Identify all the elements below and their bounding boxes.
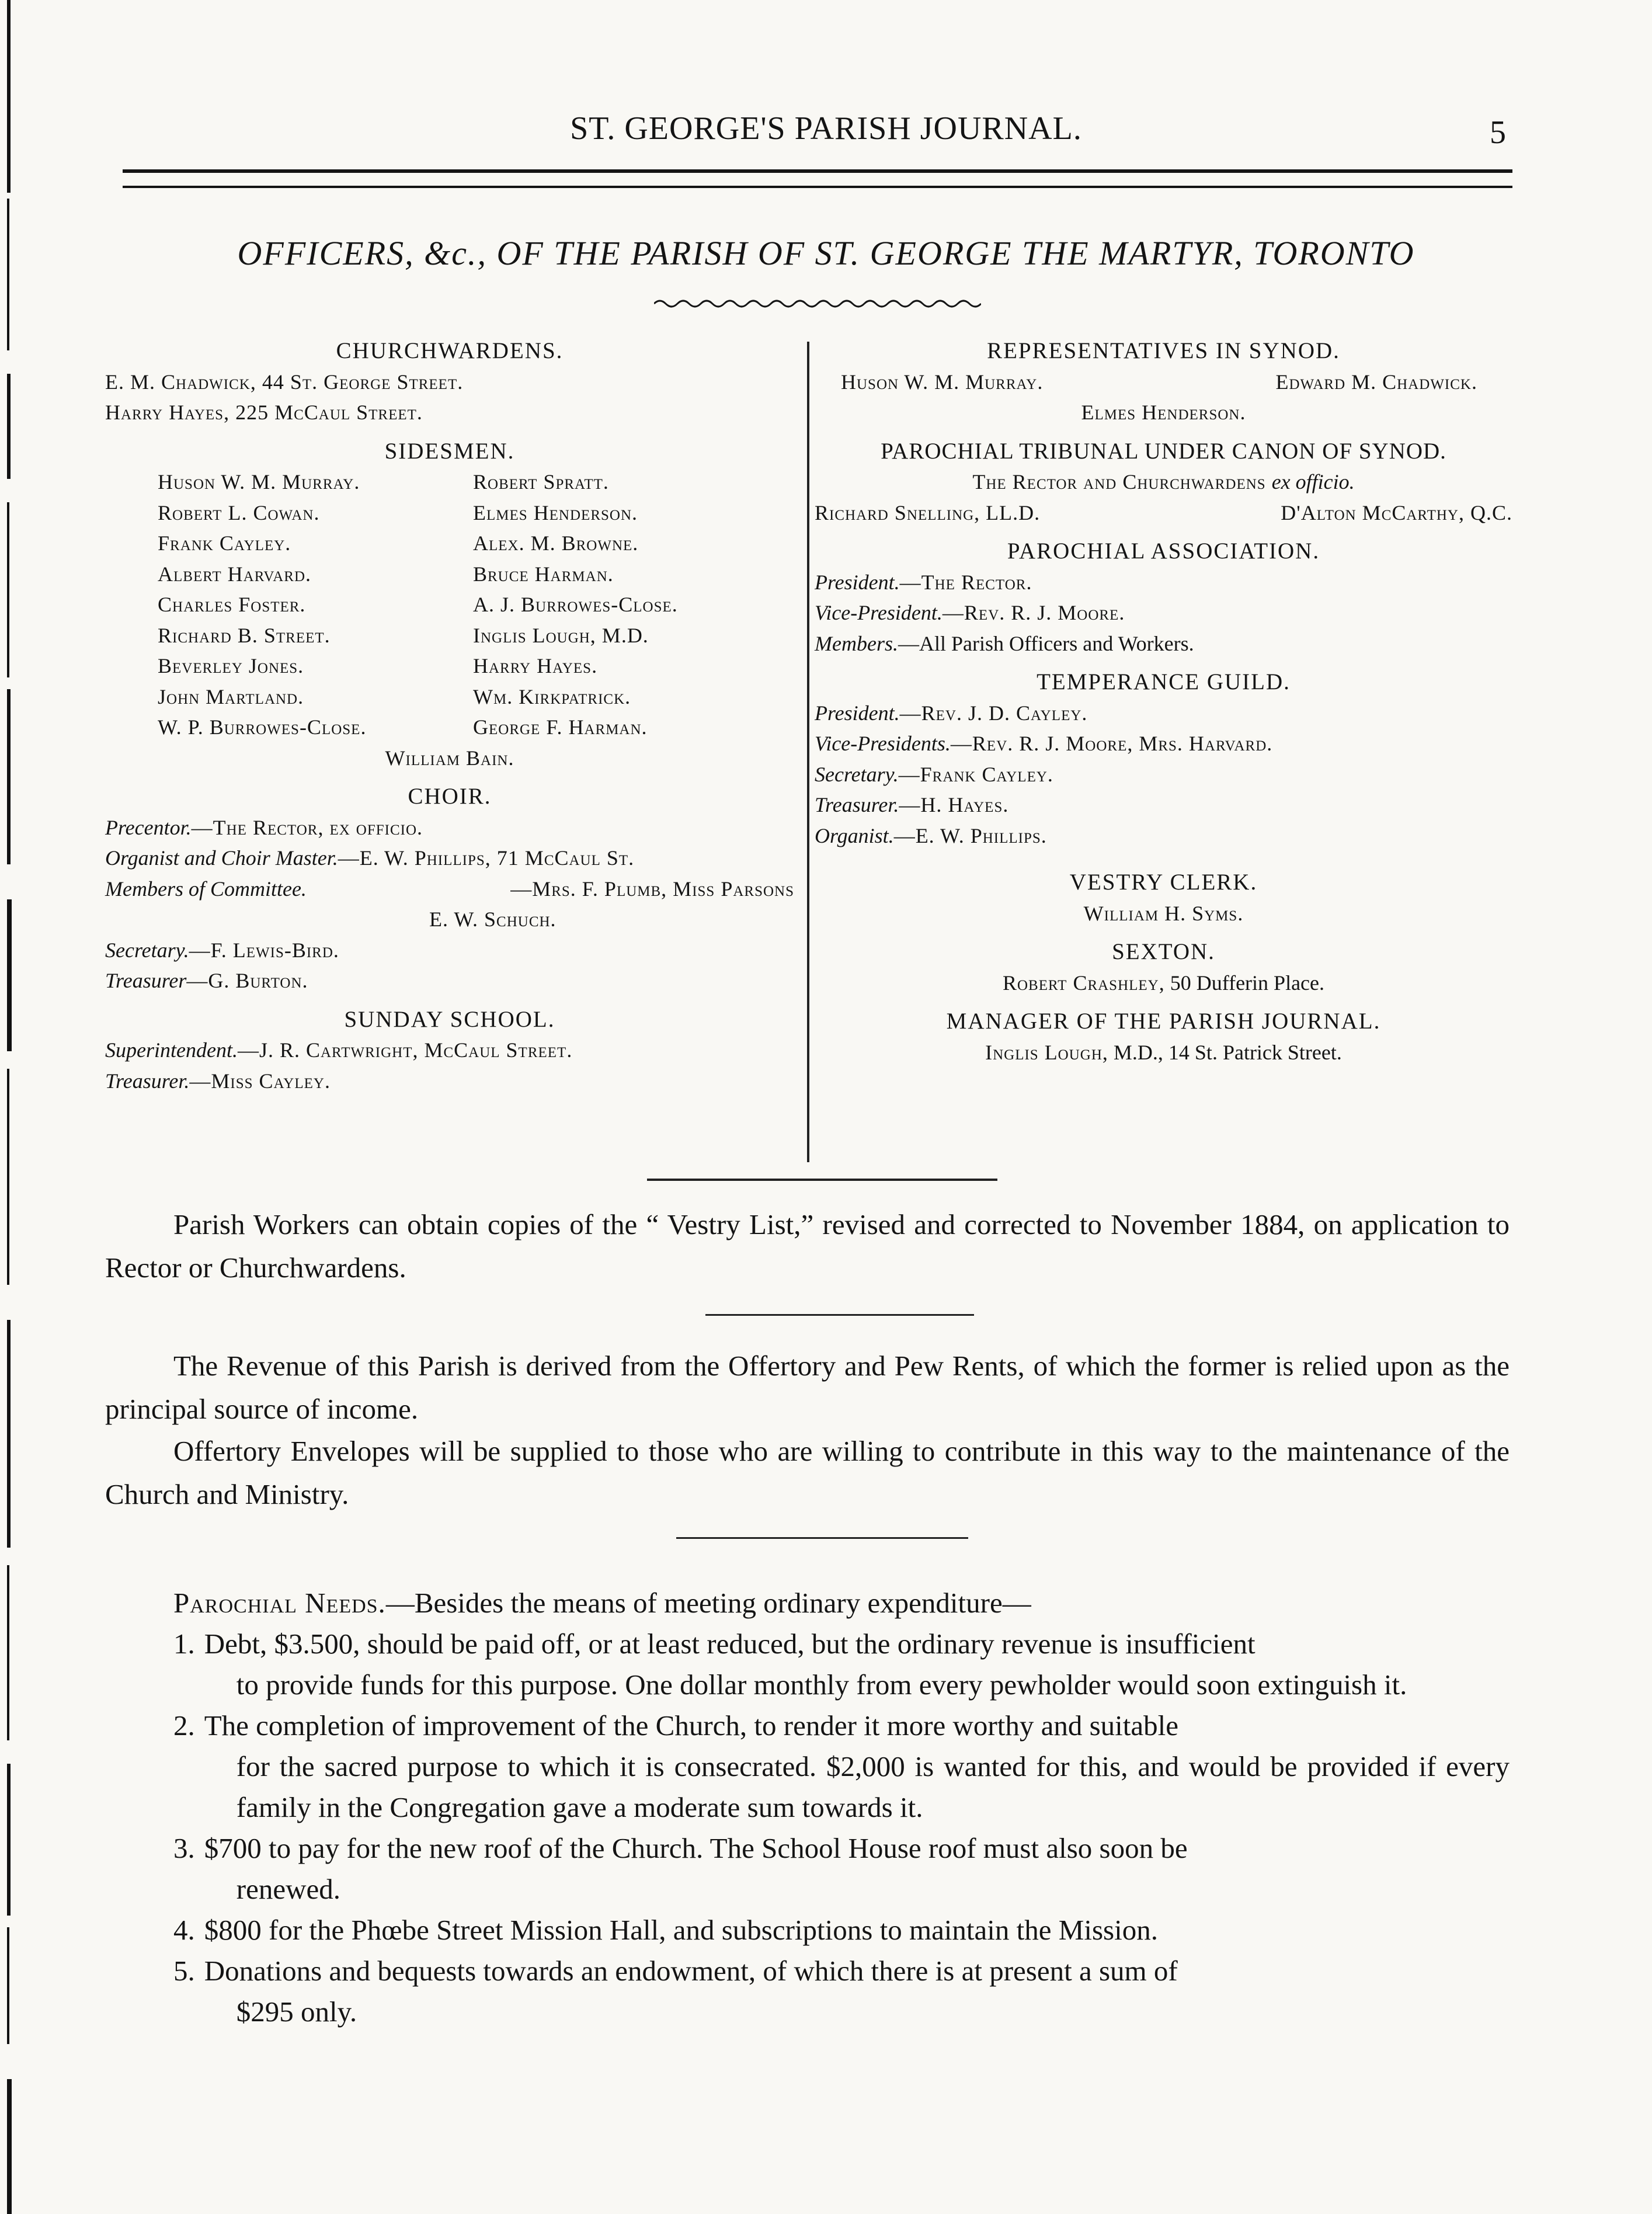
- association-members-line: [815, 628, 1512, 659]
- role-label: President.: [815, 570, 900, 594]
- vestry-clerk-name: William H. Syms.: [1083, 901, 1244, 925]
- page-title: OFFICERS, &c., OF THE PARISH OF ST. GEORGE THE MARTYR, TORONTO: [237, 234, 1415, 272]
- tribunal-name: D'Alton McCarthy, Q.C.: [1281, 501, 1512, 524]
- needs-text: [204, 1828, 1188, 1910]
- needs-text: [204, 1910, 1158, 1951]
- precentor-line: [105, 812, 794, 843]
- sidesman-name: Robert Spratt.: [473, 470, 609, 493]
- header-double-rule: [123, 169, 1512, 188]
- section-rule: [676, 1537, 968, 1539]
- needs-number: 1.: [173, 1628, 195, 1660]
- role-value: —E. W. Phillips.: [893, 823, 1047, 847]
- needs-rest: to provide funds for this purpose. One dollar monthly from every pewholder would soon extinguish it.: [236, 1669, 1407, 1701]
- envelopes-paragraph: Offertory Envelopes will be supplied to those who are willing to contribute in this way to the maintenance of the Church and Ministry.: [105, 1435, 1510, 1510]
- tribunal-heading: PAROCHIAL TRIBUNAL UNDER CANON OF SYNOD.: [881, 438, 1446, 464]
- sidesmen-list: [105, 467, 794, 743]
- needs-number: 4.: [173, 1914, 195, 1946]
- superintendent-line: [105, 1035, 794, 1066]
- association-heading: PAROCHIAL ASSOCIATION.: [1007, 538, 1320, 564]
- sexton-address: 50 Dufferin Place.: [1164, 971, 1325, 995]
- sidesman-name: Bruce Harman.: [473, 562, 614, 586]
- association-president-line: [815, 567, 1512, 598]
- choir-secretary-role: Secretary.: [105, 938, 189, 962]
- sidesman-name: Richard B. Street.: [158, 623, 331, 647]
- needs-rest: $295 only.: [236, 1996, 357, 2028]
- role-label: Members.: [815, 631, 898, 655]
- churchwardens-heading: CHURCHWARDENS.: [336, 338, 564, 363]
- needs-first: The completion of improvement of the Church, to render it more worthy and suitable: [204, 1709, 1179, 1742]
- sidesman-name: Albert Harvard.: [158, 562, 311, 586]
- tribunal-names: [815, 498, 1512, 529]
- sidesman-name: William Bain.: [385, 746, 514, 770]
- organist-line: [105, 843, 794, 874]
- needs-number: 2.: [173, 1709, 195, 1742]
- needs-text: [204, 1705, 1510, 1828]
- choir-secretary-line: [105, 935, 794, 966]
- temperance-heading: TEMPERANCE GUILD.: [1037, 669, 1291, 694]
- tribunal-line: [815, 467, 1512, 498]
- needs-number: 3.: [173, 1832, 195, 1864]
- role-label: Treasurer.: [815, 793, 899, 816]
- binding-edge: [0, 0, 18, 2214]
- superintendent-role: Superintendent.: [105, 1038, 238, 1062]
- role-label: Organist.: [815, 823, 894, 847]
- role-value: —Rev. J. D. Cayley.: [899, 701, 1088, 725]
- sidesman-name: Inglis Lough, M.D.: [473, 623, 649, 647]
- sidesman-name: Charles Foster.: [158, 593, 306, 616]
- role-value: —All Parish Officers and Workers.: [898, 631, 1194, 655]
- organist-value: —E. W. Phillips, 71 McCaul St.: [338, 846, 635, 870]
- needs-number: 5.: [173, 1955, 195, 1987]
- needs-item: [105, 1624, 1510, 1705]
- revenue-paragraph: The Revenue of this Parish is derived from the Offertory and Pew Rents, of which the former is relied upon as the principal source of income.: [105, 1350, 1510, 1425]
- ss-treasurer-role: Treasurer.: [105, 1069, 190, 1093]
- manager-heading: MANAGER OF THE PARISH JOURNAL.: [946, 1009, 1381, 1034]
- sidesman-name: Robert L. Cowan.: [158, 501, 320, 524]
- needs-first: $700 to pay for the new roof of the Church. The School House roof must also soon be: [204, 1832, 1188, 1864]
- superintendent-value: —J. R. Cartwright, McCaul Street.: [237, 1038, 573, 1062]
- needs-lead: Parochial Needs.: [173, 1587, 386, 1619]
- left-column: [105, 336, 794, 1096]
- churchwarden-line: E. M. Chadwick, 44 St. George Street.: [105, 370, 464, 394]
- temperance-vice-line: [815, 728, 1512, 759]
- running-title: ST. GEORGE'S PARISH JOURNAL.: [570, 110, 1082, 147]
- role-value: —H. Hayes.: [899, 793, 1009, 816]
- tribunal-ex-officio: ex officio.: [1271, 470, 1355, 493]
- sunday-school-heading: SUNDAY SCHOOL.: [344, 1006, 555, 1032]
- sidesman-name: Beverley Jones.: [158, 654, 304, 677]
- role-value: —Rev. R. J. Moore, Mrs. Harvard.: [950, 732, 1273, 755]
- sidesman-name: Huson W. M. Murray.: [158, 470, 360, 493]
- choir-treasurer-role: Treasurer: [105, 969, 187, 992]
- needs-rest: renewed.: [236, 1873, 340, 1905]
- tribunal-text: The Rector and Churchwardens: [972, 470, 1272, 493]
- choir-heading: CHOIR.: [408, 784, 492, 809]
- churchwarden-line: Harry Hayes, 225 McCaul Street.: [105, 401, 423, 424]
- sidesmen-heading: SIDESMEN.: [384, 438, 515, 464]
- sidesman-name: John Martland.: [158, 684, 304, 708]
- needs-first: Donations and bequests towards an endowment, of which there is at present a sum of: [204, 1955, 1178, 1987]
- synod-name: Edward M. Chadwick.: [1275, 370, 1477, 394]
- tribunal-name: Richard Snelling, LL.D.: [815, 501, 1041, 524]
- role-label: Vice-Presidents.: [815, 732, 951, 755]
- sidesman-name: George F. Harman.: [473, 715, 648, 739]
- sidesman-name: Wm. Kirkpatrick.: [473, 684, 631, 708]
- ss-treasurer-value: —Miss Cayley.: [189, 1069, 331, 1093]
- organist-role: Organist and Choir Master.: [105, 846, 338, 870]
- needs-first: $800 for the Phœbe Street Mission Hall, and subscriptions to maintain the Mission.: [204, 1914, 1158, 1946]
- choir-secretary-value: —F. Lewis-Bird.: [189, 938, 339, 962]
- manager-name: Inglis Lough,: [985, 1040, 1108, 1064]
- synod-name: Huson W. M. Murray.: [841, 370, 1044, 394]
- needs-text: [204, 1951, 1178, 2032]
- needs-item: [105, 1828, 1510, 1910]
- needs-item: [105, 1705, 1510, 1828]
- role-label: Secretary.: [815, 762, 899, 786]
- sidesman-name: Alex. M. Browne.: [473, 531, 639, 555]
- needs-item: [105, 1910, 1510, 1951]
- manager-address: M.D., 14 St. Patrick Street.: [1108, 1040, 1342, 1064]
- sidesman-name: Elmes Henderson.: [473, 501, 638, 524]
- temperance-organist-line: [815, 821, 1512, 851]
- vestry-clerk-heading: VESTRY CLERK.: [1069, 870, 1258, 895]
- parochial-needs: [105, 1583, 1510, 2032]
- needs-intro: [105, 1583, 1510, 1624]
- page-number: 5: [1490, 114, 1506, 151]
- synod-heading: REPRESENTATIVES IN SYNOD.: [987, 338, 1340, 363]
- needs-intro-text: —Besides the means of meeting ordinary expenditure—: [385, 1587, 1031, 1619]
- role-label: Vice-President.: [815, 601, 942, 624]
- role-value: —The Rector.: [899, 570, 1032, 594]
- sexton-line: [815, 968, 1512, 999]
- sidesman-name: Frank Cayley.: [158, 531, 291, 555]
- synod-name: Elmes Henderson.: [1081, 401, 1246, 424]
- ss-treasurer-line: [105, 1066, 794, 1097]
- role-label: President.: [815, 701, 900, 725]
- sidesman-name: Harry Hayes.: [473, 654, 598, 677]
- sidesman-name: W. P. Burrowes-Close.: [158, 715, 367, 739]
- manager-line: [815, 1037, 1512, 1068]
- column-divider: [807, 342, 809, 1162]
- association-vice-line: [815, 597, 1512, 628]
- sexton-heading: SEXTON.: [1112, 939, 1215, 964]
- temperance-secretary-line: [815, 759, 1512, 790]
- section-rule: [705, 1314, 974, 1316]
- wavy-ornament: [654, 295, 981, 312]
- role-value: —Rev. R. J. Moore.: [942, 601, 1125, 624]
- committee-line: [105, 874, 794, 905]
- choir-treasurer-value: —G. Burton.: [186, 969, 308, 992]
- precentor-role: Precentor.: [105, 815, 192, 839]
- committee-value-cont: E. W. Schuch.: [429, 908, 557, 931]
- vestry-list-notice: Parish Workers can obtain copies of the “ Vestry List,” revised and corrected to November 1884, on application to Rector or Churchwardens.: [105, 1208, 1510, 1284]
- sidesman-name: A. J. Burrowes-Close.: [473, 593, 678, 616]
- sexton-name: Robert Crashley,: [1002, 971, 1165, 995]
- needs-item: [105, 1951, 1510, 2032]
- precentor-value: —The Rector, ex officio.: [191, 815, 423, 839]
- needs-text: [204, 1624, 1407, 1705]
- committee-role: Members of Committee.: [105, 877, 307, 901]
- needs-rest: for the sacred purpose to which it is consecrated. $2,000 is wanted for this, and would be provided if every family in the Congregation gave a moderate sum towards it.: [236, 1750, 1510, 1823]
- temperance-treasurer-line: [815, 790, 1512, 821]
- synod-names: [815, 367, 1512, 398]
- committee-value: —Mrs. F. Plumb, Miss Parsons: [510, 877, 794, 901]
- right-column: [815, 336, 1512, 1068]
- temperance-president-line: [815, 698, 1512, 729]
- choir-treasurer-line: [105, 965, 794, 996]
- role-value: —Frank Cayley.: [898, 762, 1053, 786]
- section-rule: [647, 1179, 997, 1181]
- needs-first: Debt, $3.500, should be paid off, or at least reduced, but the ordinary revenue is insufficient: [204, 1628, 1255, 1660]
